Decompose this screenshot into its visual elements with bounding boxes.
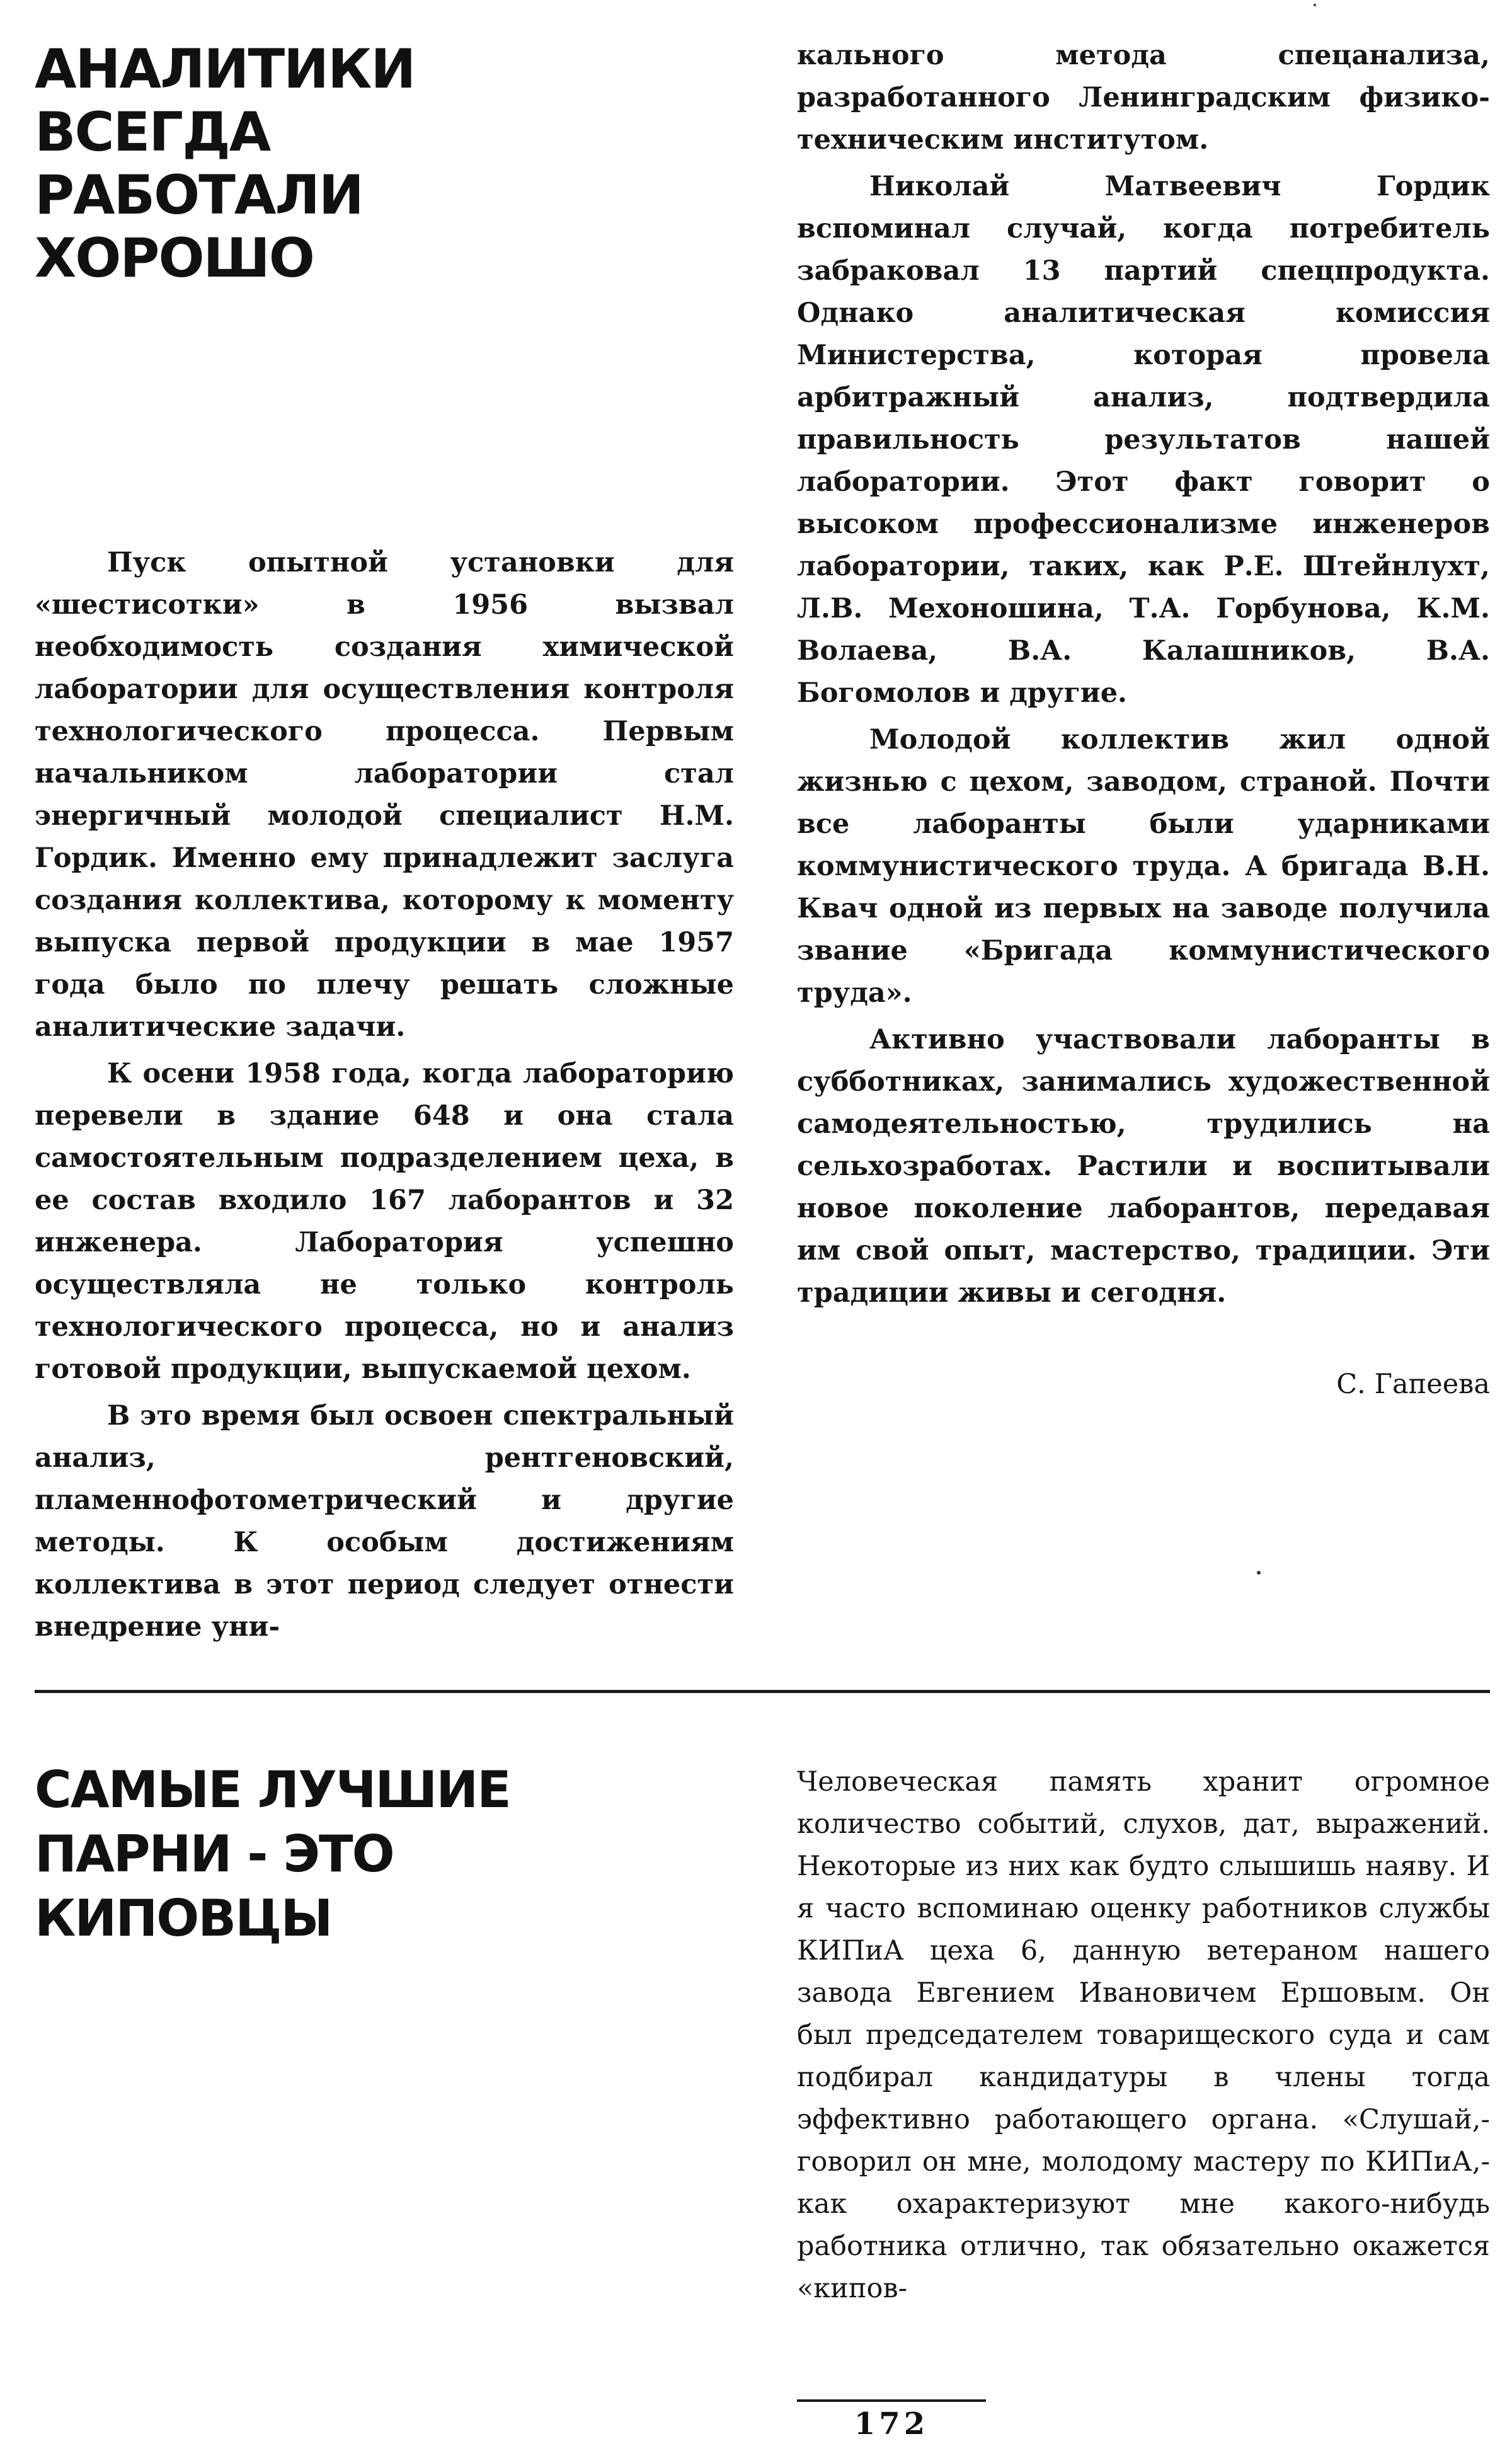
paragraph: Николай Матвеевич Гордик вспоминал случай, когда потребитель забраковал 13 партий спецпродукта. Однако аналитическая комиссия Министерства, которая провела арбитражный анализ, подтвердила правильность результатов нашей лаборатории. Этот факт говорит о высоком профессионализме инженеров лаборатории, таких, как Р.Е. Штейнлухт, Л.В. Мехоношина, Т.А. Горбунова, К.М. Волаева, В.А. Калашников, В.А. Богомолов и другие.: [797, 171, 1490, 709]
page-number-rule: [797, 2399, 986, 2402]
title-line: АНАЛИТИКИ: [35, 38, 415, 101]
paragraph: Молодой коллектив жил одной жизнью с цехом, заводом, страной. Почти все лаборанты были ударниками коммунистического труда. А бригада В.Н. Квач одной из первых на заводе получила звание «Бригада коммунистического труда».: [797, 724, 1490, 1009]
section-divider: [35, 1690, 1490, 1693]
paragraph-continued: кального метода спецанализа, разработанного Ленинградским физико-техническим институтом.: [797, 40, 1490, 156]
title-line: КИПОВЦЫ: [35, 1889, 332, 1948]
article-1-column-right: [797, 35, 1490, 1410]
title-line: ХОРОШО: [35, 227, 314, 290]
title-line: РАБОТАЛИ: [35, 164, 363, 227]
article-1-title: [35, 38, 476, 290]
print-speck: [1257, 1571, 1261, 1575]
article-1-column-left: [35, 542, 734, 1653]
title-line: ПАРНИ - ЭТО: [35, 1825, 394, 1883]
article-2-title: [35, 1758, 728, 1951]
page-number: 172: [854, 2406, 929, 2442]
article-2-column: [797, 1761, 1490, 2314]
paragraph: Активно участвовали лаборанты в субботниках, занимались художественной самодеятельностью, трудились на сельхозработах. Растили и воспитывали новое поколение лаборантов, передавая им свой опыт, мастерство, традиции. Эти традиции живы и сегодня.: [797, 1024, 1490, 1309]
author-signature: С. Гапеева: [1336, 1369, 1490, 1400]
paragraph: Пуск опытной установки для «шестисотки» в 1956 вызвал необходимость создания химической лаборатории для осуществления контроля технологического процесса. Первым начальником лаборатории стал энергичный молодой специалист Н.М. Гордик. Именно ему принадлежит заслуга создания коллектива, которому к моменту выпуска первой продукции в мае 1957 года было по плечу решать сложные аналитические задачи.: [35, 547, 734, 1043]
title-line: ВСЕГДА: [35, 101, 270, 164]
print-speck: [1314, 4, 1316, 6]
paragraph: Человеческая память хранит огромное количество событий, слухов, дат, выражений. Некоторые из них как будто слышишь наяву. И я часто вспоминаю оценку работников службы КИПиА цеха 6, данную ветераном нашего завода Евгением Ивановичем Ершовым. Он был председателем товарищеского суда и сам подбирал кандидатуры в члены тогда эффективно работающего органа. «Слушай,- говорил он мне, молодому мастеру по КИПиА,- как охарактеризуют мне какого-нибудь работника отлично, так обязательно окажется «кипов-: [797, 1766, 1490, 2304]
paragraph: К осени 1958 года, когда лабораторию перевели в здание 648 и она стала самостоятельным подразделением цеха, в ее состав входило 167 лаборантов и 32 инженера. Лаборатория успешно осуществляла не только контроль технологического процесса, но и анализ готовой продукции, выпускаемой цехом.: [35, 1058, 734, 1385]
title-line: САМЫЕ ЛУЧШИЕ: [35, 1760, 510, 1819]
paragraph: В это время был освоен спектральный анализ, рентгеновский, пламеннофотометрический и другие методы. К особым достижениям коллектива в этот период следует отнести внедрение уни-: [35, 1400, 734, 1643]
